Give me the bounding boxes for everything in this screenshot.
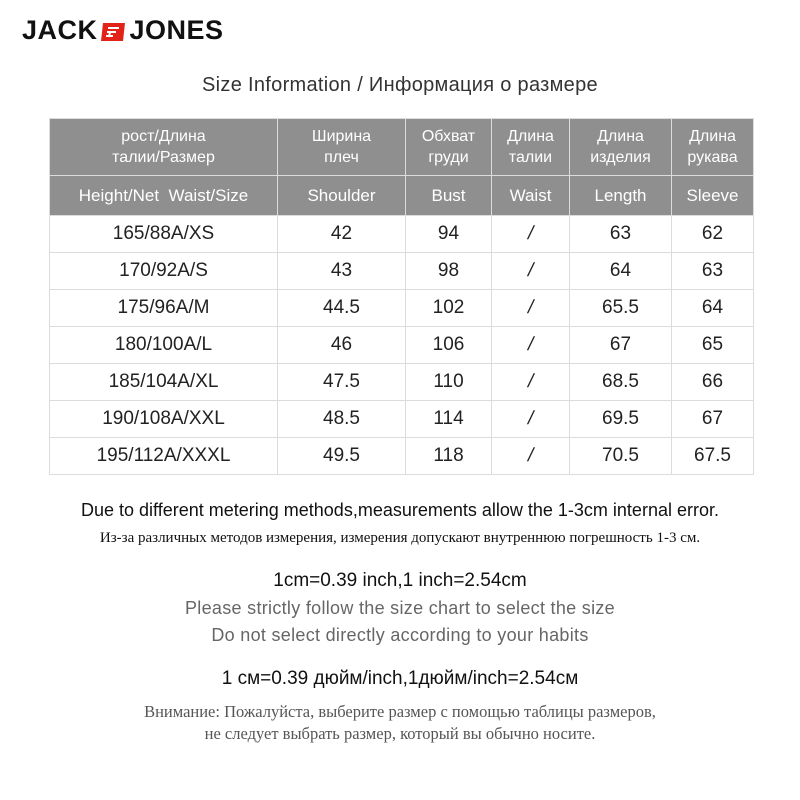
- measurement-cell: [406, 253, 492, 290]
- cell-value: 43: [330, 260, 353, 281]
- habits-note: Do not select directly according to your habits: [211, 625, 589, 645]
- measurement-cell: [492, 401, 570, 438]
- header-ru-cell: Ширина плеч: [278, 119, 406, 176]
- cell-value: 114: [433, 408, 464, 429]
- cell-value: /: [525, 371, 536, 392]
- measurement-cell: [570, 438, 672, 475]
- measurement-cell: [570, 290, 672, 327]
- cell-value: 67: [609, 334, 632, 355]
- header-en-cell: Sleeve: [672, 176, 754, 216]
- cell-value: 46: [330, 334, 353, 355]
- cell-value: 102: [432, 297, 465, 318]
- cell-value: /: [525, 334, 536, 355]
- measurement-cell: [278, 253, 406, 290]
- unit-conversion-en: 1cm=0.39 inch,1 inch=2.54cm: [273, 570, 527, 591]
- cell-value: 195/112A/XXXL: [96, 445, 231, 466]
- cell-value: 64: [609, 260, 632, 281]
- header-en-cell: Length: [570, 176, 672, 216]
- measurement-cell: [278, 401, 406, 438]
- measurement-cell: [278, 364, 406, 401]
- cell-value: 47.5: [323, 371, 360, 392]
- cell-value: 48.5: [323, 408, 360, 429]
- cell-value: /: [525, 408, 536, 429]
- table-row: [50, 364, 754, 401]
- header-ru-cell: Длина талии: [492, 119, 570, 176]
- cell-value: 180/100A/L: [114, 334, 213, 355]
- measurement-error-note-ru: Из-за различных методов измерения, измерения допускают внутреннюю погрешность 1-3 см.: [99, 530, 701, 546]
- cell-value: 64: [701, 297, 724, 318]
- cell-value: 63: [609, 223, 632, 244]
- measurement-cell: [492, 253, 570, 290]
- measurement-cell: [492, 327, 570, 364]
- header-en-cell: Bust: [406, 176, 492, 216]
- brand-logo-left: JACK: [22, 14, 98, 45]
- size-cell: [50, 290, 278, 327]
- table-row: [50, 216, 754, 253]
- attention-note-ru-line2: не следует выбрать размер, который вы обычно носите.: [204, 724, 596, 743]
- measurement-cell: [672, 401, 754, 438]
- cell-value: 98: [437, 260, 460, 281]
- measurement-cell: [406, 327, 492, 364]
- cell-value: 185/104A/XL: [108, 371, 219, 392]
- cell-value: 67.5: [694, 445, 731, 466]
- table-row: [50, 438, 754, 475]
- table-header-en: [50, 176, 754, 216]
- cell-value: /: [525, 223, 536, 244]
- measurement-cell: [278, 216, 406, 253]
- cell-value: 67: [701, 408, 724, 429]
- attention-note-ru-line1: Внимание: Пожалуйста, выберите размер с помощью таблицы размеров,: [144, 702, 656, 721]
- measurement-cell: [278, 290, 406, 327]
- measurement-cell: [492, 290, 570, 327]
- brand-logo: [22, 15, 224, 45]
- measurement-cell: [672, 364, 754, 401]
- measurement-cell: [570, 216, 672, 253]
- measurement-cell: [570, 364, 672, 401]
- cell-value: 190/108A/XXL: [102, 408, 225, 429]
- follow-chart-note: Please strictly follow the size chart to select the size: [185, 598, 615, 618]
- cell-value: 42: [330, 223, 353, 244]
- measurement-cell: [672, 216, 754, 253]
- header-ru-cell: Длина рукава: [672, 119, 754, 176]
- cell-value: 106: [432, 334, 465, 355]
- cell-value: /: [525, 445, 536, 466]
- header-en-cell: Shoulder: [278, 176, 406, 216]
- size-table: [49, 118, 754, 475]
- cell-value: 68.5: [602, 371, 639, 392]
- cell-value: 69.5: [602, 408, 639, 429]
- header-en-cell: Height/Net Waist/Size: [50, 176, 278, 216]
- header-ru-cell: Длина изделия: [570, 119, 672, 176]
- measurement-cell: [672, 438, 754, 475]
- cell-value: 65.5: [602, 297, 639, 318]
- measurement-cell: [278, 438, 406, 475]
- cell-value: 94: [437, 223, 460, 244]
- measurement-cell: [406, 216, 492, 253]
- table-row: [50, 327, 754, 364]
- brand-logo-right: JONES: [129, 14, 224, 45]
- measurement-cell: [406, 438, 492, 475]
- measurement-cell: [672, 290, 754, 327]
- cell-value: 62: [701, 223, 724, 244]
- measurement-cell: [672, 253, 754, 290]
- cell-value: /: [525, 297, 536, 318]
- measurement-cell: [492, 216, 570, 253]
- brand-flag-icon: [101, 19, 127, 41]
- size-cell: [50, 216, 278, 253]
- table-row: [50, 290, 754, 327]
- header-ru-cell: Обхват груди: [406, 119, 492, 176]
- measurement-cell: [672, 327, 754, 364]
- unit-conversion-ru: 1 см=0.39 дюйм/inch,1дюйм/inch=2.54см: [221, 668, 579, 689]
- measurement-cell: [278, 327, 406, 364]
- measurement-cell: [406, 364, 492, 401]
- page-title: Size Information / Информация о размере: [202, 74, 598, 96]
- cell-value: 110: [433, 371, 464, 392]
- cell-value: 49.5: [323, 445, 360, 466]
- size-cell: [50, 327, 278, 364]
- size-cell: [50, 364, 278, 401]
- measurement-cell: [406, 401, 492, 438]
- measurement-error-note-en: Due to different metering methods,measurements allow the 1-3cm internal error.: [81, 500, 719, 520]
- cell-value: 63: [701, 260, 724, 281]
- measurement-cell: [570, 253, 672, 290]
- header-en-cell: Waist: [492, 176, 570, 216]
- measurement-cell: [570, 401, 672, 438]
- table-row: [50, 253, 754, 290]
- header-ru-cell: рост/Длина талии/Размер: [50, 119, 278, 176]
- measurement-cell: [406, 290, 492, 327]
- table-row: [50, 401, 754, 438]
- cell-value: 170/92A/S: [119, 260, 208, 281]
- size-cell: [50, 253, 278, 290]
- size-cell: [50, 438, 278, 475]
- cell-value: 118: [433, 445, 464, 466]
- cell-value: 66: [701, 371, 724, 392]
- measurement-cell: [570, 327, 672, 364]
- measurement-cell: [492, 438, 570, 475]
- table-header-ru: [50, 119, 754, 176]
- size-cell: [50, 401, 278, 438]
- cell-value: /: [525, 260, 536, 281]
- cell-value: 175/96A/M: [117, 297, 210, 318]
- measurement-cell: [492, 364, 570, 401]
- cell-value: 65: [701, 334, 724, 355]
- cell-value: 44.5: [323, 297, 360, 318]
- cell-value: 165/88A/XS: [112, 223, 215, 244]
- cell-value: 70.5: [602, 445, 639, 466]
